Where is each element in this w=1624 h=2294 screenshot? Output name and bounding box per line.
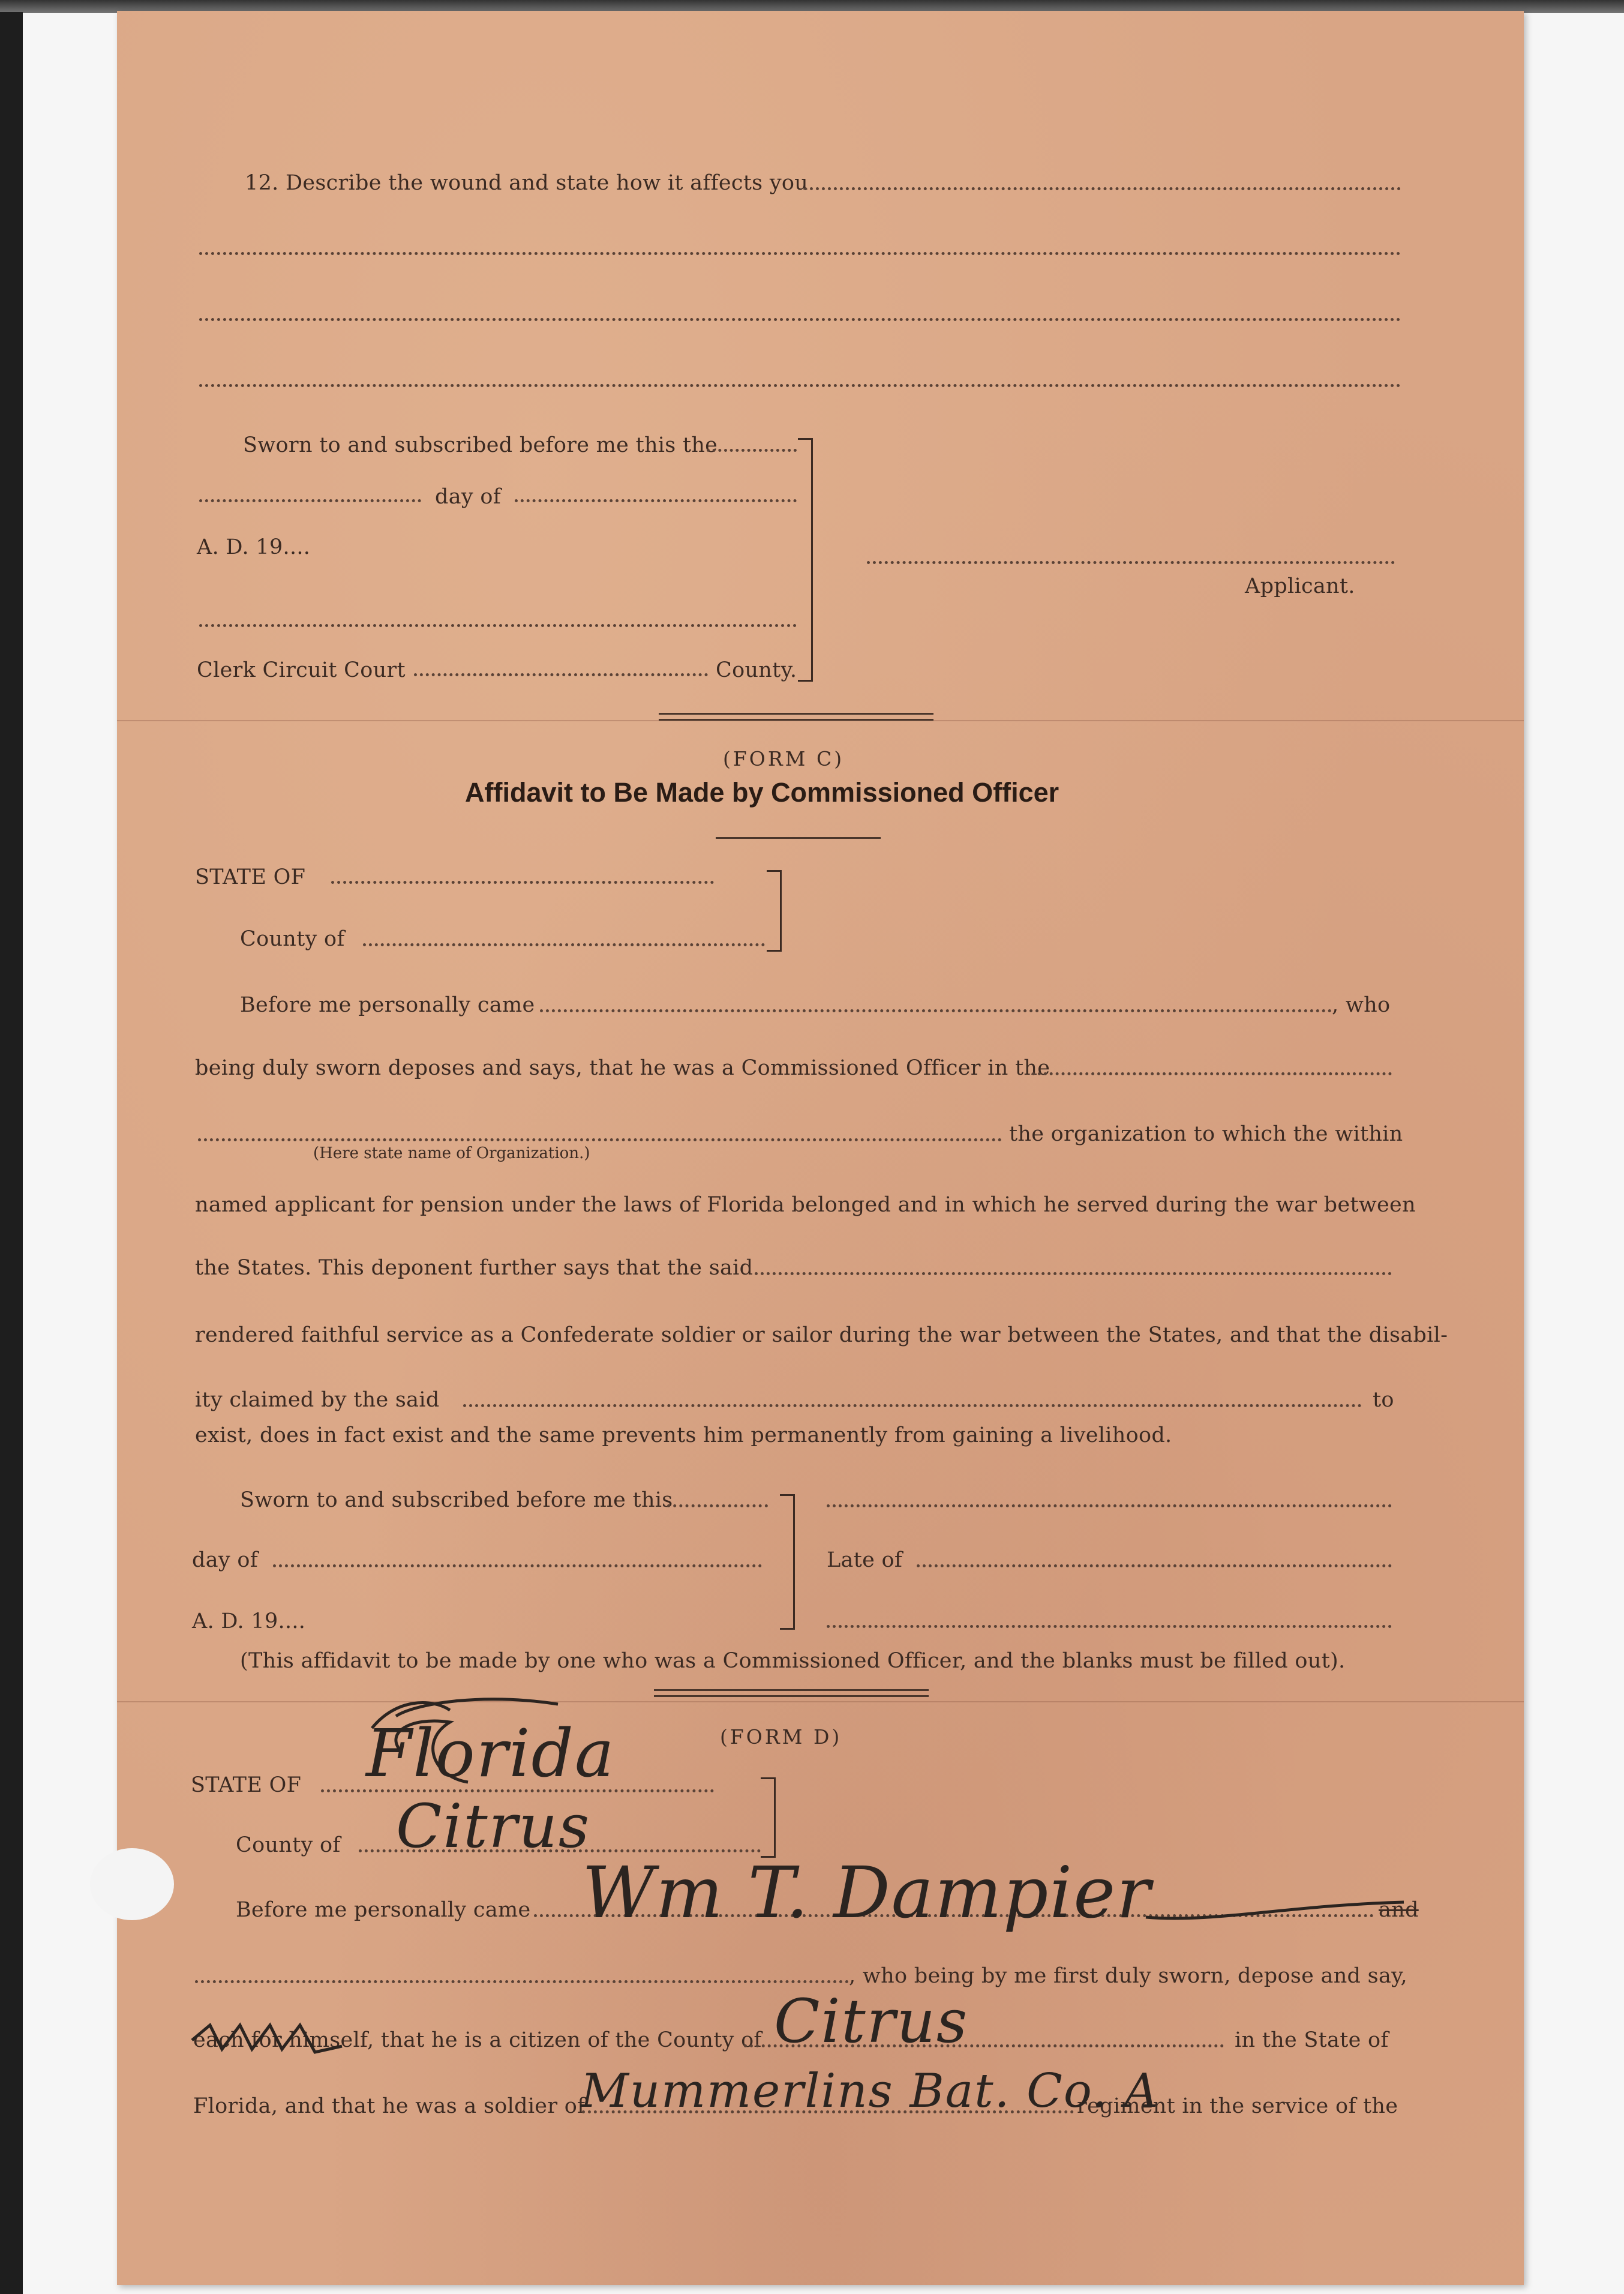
answer-blank — [199, 252, 1401, 255]
form-d-label: (FORM D) — [720, 1725, 842, 1749]
clerk-text: Clerk Circuit Court — [197, 658, 406, 682]
answer-blank — [199, 318, 1401, 321]
form-c-label: (FORM C) — [723, 747, 845, 770]
handwritten-state: Florida — [366, 1715, 616, 1792]
state-of-label: STATE OF — [191, 1773, 302, 1797]
blank — [540, 1009, 1332, 1012]
line-text: the States. This deponent further says that the said — [195, 1256, 754, 1280]
applicant-label: Applicant. — [1245, 574, 1355, 598]
blank — [707, 449, 797, 452]
blank — [463, 1404, 1362, 1407]
handwritten-name: Wm T. Dampier — [582, 1851, 1152, 1934]
blank — [755, 1272, 1392, 1275]
before-me-text: Before me personally came — [240, 993, 535, 1017]
blank — [195, 1980, 849, 1983]
blank — [199, 499, 421, 502]
bracket — [761, 1777, 776, 1858]
divider — [659, 713, 933, 715]
line-text: ity claimed by the said — [195, 1388, 440, 1412]
late-of-label: Late of — [827, 1548, 903, 1572]
line-text: Florida, and that he was a soldier of — [193, 2094, 586, 2118]
line-text: to — [1373, 1388, 1394, 1412]
line-text: rendered faithful service as a Confederate soldier or sailor during the war between the States, and that the disabil- — [195, 1323, 1448, 1347]
county-of-label: County of — [240, 927, 345, 951]
line-text: , who being by me first duly sworn, depose and say, — [849, 1964, 1407, 1988]
blank — [363, 943, 765, 946]
divider — [659, 719, 933, 721]
answer-blank — [199, 384, 1401, 387]
blank — [1032, 1072, 1392, 1075]
line-text: in the State of — [1235, 2028, 1389, 2052]
organization-hint: (Here state name of Organization.) — [313, 1144, 590, 1162]
signature-blank — [199, 624, 797, 627]
sworn-text: Sworn to and subscribed before me this — [240, 1488, 673, 1512]
blank — [414, 673, 708, 676]
ad-year: A. D. 19.... — [197, 535, 311, 559]
ad-year: A. D. 19.... — [192, 1609, 306, 1633]
and-text: and — [1379, 1898, 1419, 1922]
bracket — [798, 438, 813, 682]
line-text: exist, does in fact exist and the same prevents him permanently from gaining a livelihood. — [195, 1423, 1172, 1447]
handwritten-citizen-county: Citrus — [774, 1986, 969, 2056]
county-text: County. — [716, 658, 797, 682]
divider — [654, 1695, 929, 1697]
organization-blank — [198, 1138, 1002, 1141]
line-text: the organization to which the within — [1009, 1122, 1403, 1146]
blank — [917, 1564, 1392, 1567]
answer-blank — [804, 187, 1401, 190]
question-12: 12. Describe the wound and state how it affects you — [245, 171, 809, 195]
handwritten-scribble — [186, 2016, 354, 2064]
officer-signature-blank — [827, 1504, 1392, 1507]
blank — [515, 499, 797, 502]
handwriting-flourish — [1140, 1887, 1416, 1935]
sworn-text: Sworn to and subscribed before me this the — [243, 433, 718, 457]
before-me-text: Before me personally came — [236, 1898, 531, 1922]
line-text: named applicant for pension under the laws of Florida belonged and in which he served during the war between — [195, 1193, 1416, 1217]
who-text: , who — [1332, 993, 1391, 1017]
blank — [331, 881, 714, 884]
form-c-title: Affidavit to Be Made by Commissioned Officer — [465, 777, 1059, 808]
line-text: each for himself, that he is a citizen of the County of — [193, 2028, 762, 2052]
divider — [716, 837, 881, 839]
bracket — [780, 1494, 795, 1630]
blank — [667, 1504, 768, 1507]
divider — [654, 1689, 929, 1691]
day-of-text: day of — [192, 1548, 258, 1572]
handwritten-county: Citrus — [396, 1791, 591, 1861]
handwritten-unit: Mummerlins Bat. Co. A — [581, 2064, 1160, 2118]
blank — [827, 1625, 1392, 1628]
county-of-label: County of — [236, 1833, 341, 1857]
line-text: regiment in the service of the — [1077, 2094, 1398, 2118]
state-of-label: STATE OF — [195, 865, 306, 889]
paper-tear — [90, 1848, 174, 1920]
blank — [273, 1564, 762, 1567]
affidavit-note: (This affidavit to be made by one who was a Commissioned Officer, and the blanks must be filled out). — [240, 1649, 1346, 1673]
applicant-signature-blank — [867, 561, 1395, 564]
fold-line — [117, 1701, 1524, 1702]
day-of-text: day of — [435, 485, 501, 509]
bracket — [767, 870, 782, 952]
scanner-left-edge — [0, 12, 23, 2294]
line-text: being duly sworn deposes and says, that he was a Commissioned Officer in the — [195, 1056, 1050, 1080]
